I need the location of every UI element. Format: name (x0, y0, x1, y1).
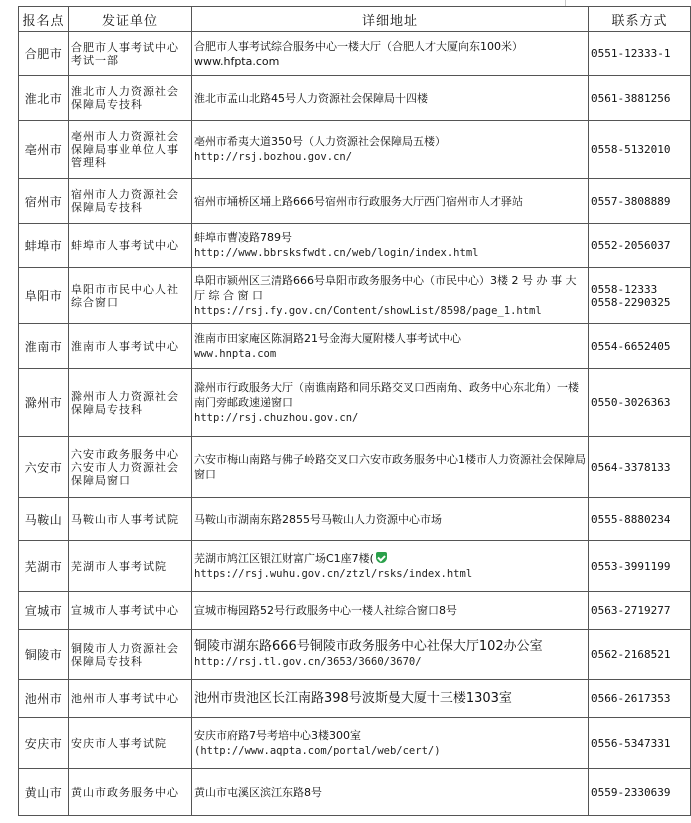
city-cell: 宣城市 (19, 592, 69, 630)
table-row (19, 680, 691, 718)
contact-cell (589, 179, 691, 224)
issuing-unit-cell: 蚌埠市人事考试中心 (69, 224, 192, 268)
contact-cell (589, 224, 691, 268)
city-cell: 阜阳市 (19, 268, 69, 324)
contact-cell (589, 121, 691, 179)
address-cell (192, 224, 589, 268)
city-cell: 芜湖市 (19, 541, 69, 592)
address-cell (192, 769, 589, 816)
address-text: 合肥市人事考试综合服务中心一楼大厅（合肥人才大厦向东100米）www.hfpta.com (194, 39, 523, 68)
contact-cell (589, 498, 691, 541)
address-text: 宿州市埇桥区埇上路666号宿州市行政服务大厅西门宿州市人才驿站 (194, 194, 523, 208)
header-contact: 联系方式 (589, 7, 691, 32)
table-row (19, 268, 691, 324)
table-row (19, 224, 691, 268)
issuing-unit-cell: 六安市政务服务中心六安市人力资源社会保障局窗口 (69, 437, 192, 498)
phone-number-secondary: 0558-2290325 (591, 295, 671, 309)
table-row (19, 630, 691, 680)
city-cell: 合肥市 (19, 32, 69, 76)
contact-cell (589, 76, 691, 121)
address-text: 淮北市孟山北路45号人力资源社会保障局十四楼 (194, 91, 428, 105)
phone-number: 0553-3991199 (591, 559, 671, 573)
address-text: 阜阳市颍州区三清路666号阜阳市政务服务中心（市民中心）3楼 2 号 办 事 大 厅 综 合 窗 口 (194, 273, 577, 302)
issuing-unit-cell: 黄山市政务服务中心 (69, 769, 192, 816)
address-cell (192, 592, 589, 630)
contact-cell (589, 769, 691, 816)
table-row (19, 369, 691, 437)
contact-cell (589, 268, 691, 324)
contact-cell (589, 541, 691, 592)
issuing-unit-cell: 宣城市人事考试中心 (69, 592, 192, 630)
contact-cell (589, 630, 691, 680)
address-text: 马鞍山市湖南东路2855号马鞍山人力资源中心市场 (194, 512, 442, 526)
phone-number: 0554-6652405 (591, 339, 671, 353)
issuing-unit-cell: 芜湖市人事考试院 (69, 541, 192, 592)
contact-cell (589, 437, 691, 498)
address-cell (192, 541, 589, 592)
address-url-link[interactable]: https://rsj.wuhu.gov.cn/ztzl/rsks/index.html (194, 567, 473, 580)
phone-number: 0566-2617353 (591, 692, 671, 705)
phone-number: 0559-2330639 (591, 785, 671, 799)
header-city: 报名点 (19, 7, 69, 32)
address-cell (192, 369, 589, 437)
issuing-unit-cell: 亳州市人力资源社会保障局事业单位人事管理科 (69, 121, 192, 179)
address-url-link[interactable]: http://rsj.tl.gov.cn/3653/3660/3670/ (194, 656, 422, 668)
city-cell: 池州市 (19, 680, 69, 718)
phone-number: 0561-3881256 (591, 91, 671, 105)
address-url-link[interactable]: http://rsj.bozhou.gov.cn/ (194, 151, 353, 163)
address-url-link[interactable]: http://www.bbrsksfwdt.cn/web/login/index.html (194, 247, 479, 259)
address-url-link[interactable]: https://rsj.fy.gov.cn/Content/showList/8598/page_1.html (194, 304, 542, 317)
phone-number: 0558-5132010 (591, 143, 671, 156)
phone-number: 0551-12333-1 (591, 47, 671, 60)
phone-number: 0555-8880234 (591, 512, 671, 526)
address-cell (192, 437, 589, 498)
city-cell: 黄山市 (19, 769, 69, 816)
address-text: 滁州市行政服务大厅（南谯南路和同乐路交叉口西南角、政务中心东北角）一楼南门旁邮政速递窗口 (194, 380, 579, 409)
contact-cell (589, 592, 691, 630)
city-cell: 亳州市 (19, 121, 69, 179)
address-cell (192, 32, 589, 76)
table-row (19, 769, 691, 816)
contact-cell (589, 324, 691, 369)
issuing-unit-cell: 淮南市人事考试中心 (69, 324, 192, 369)
phone-number: 0563-2719277 (591, 604, 671, 617)
city-cell: 铜陵市 (19, 630, 69, 680)
phone-number: 0557-3808889 (591, 194, 671, 208)
address-cell (192, 498, 589, 541)
address-text: 池州市贵池区长江南路398号波斯曼大厦十三楼1303室 (194, 691, 512, 706)
address-cell (192, 324, 589, 369)
address-url-link[interactable]: www.hnpta.com (194, 347, 277, 360)
address-cell (192, 718, 589, 769)
table-row (19, 592, 691, 630)
header-unit: 发证单位 (69, 7, 192, 32)
issuing-unit-cell: 滁州市人力资源社会保障局专技科 (69, 369, 192, 437)
header-row (19, 7, 691, 32)
address-cell (192, 121, 589, 179)
phone-number: 0564-3378133 (591, 460, 671, 474)
city-cell: 安庆市 (19, 718, 69, 769)
address-url-link[interactable]: http://rsj.chuzhou.gov.cn/ (194, 411, 359, 424)
issuing-unit-cell: 宿州市人力资源社会保障局专技科 (69, 179, 192, 224)
address-text: 黄山市屯溪区滨江东路8号 (194, 785, 322, 799)
registration-table (18, 6, 691, 816)
city-cell: 六安市 (19, 437, 69, 498)
contact-cell (589, 32, 691, 76)
contact-cell (589, 369, 691, 437)
table-row (19, 76, 691, 121)
table-row (19, 718, 691, 769)
address-text: 淮南市田家庵区陈洞路21号金海大厦附楼人事考试中心 (194, 331, 461, 345)
issuing-unit-cell: 池州市人事考试中心 (69, 680, 192, 718)
address-cell (192, 630, 589, 680)
phone-number: 0552-2056037 (591, 239, 671, 252)
phone-number: 0550-3026363 (591, 396, 671, 409)
address-url-link[interactable]: (http://www.aqpta.com/portal/web/cert/) (194, 744, 441, 757)
table-row (19, 121, 691, 179)
phone-number: 0562-2168521 (591, 648, 671, 661)
address-text: 铜陵市湖东路666号铜陵市政务服务中心社保大厅102办公室 (194, 639, 543, 654)
issuing-unit-cell: 马鞍山市人事考试院 (69, 498, 192, 541)
address-text: 六安市梅山南路与佛子岭路交叉口六安市政务服务中心1楼市人力资源社会保障局窗口 (194, 453, 586, 481)
issuing-unit-cell: 合肥市人事考试中心考试一部 (69, 32, 192, 76)
issuing-unit-cell: 铜陵市人力资源社会保障局专技科 (69, 630, 192, 680)
address-cell (192, 680, 589, 718)
table-row (19, 179, 691, 224)
address-text: 宣城市梅园路52号行政服务中心一楼人社综合窗口8号 (194, 604, 457, 617)
city-cell: 宿州市 (19, 179, 69, 224)
city-cell: 淮北市 (19, 76, 69, 121)
table-row (19, 32, 691, 76)
contact-cell (589, 718, 691, 769)
contact-cell (589, 680, 691, 718)
address-text: 芜湖市鸠江区银江财富广场C1座7楼( (194, 551, 374, 565)
city-cell: 马鞍山 (19, 498, 69, 541)
verified-shield-icon (376, 552, 387, 563)
issuing-unit-cell: 安庆市人事考试院 (69, 718, 192, 769)
address-cell (192, 76, 589, 121)
table-row (19, 437, 691, 498)
header-address: 详细地址 (192, 7, 589, 32)
issuing-unit-cell: 淮北市人力资源社会保障局专技科 (69, 76, 192, 121)
address-text: 安庆市府路7号考培中心3楼300室 (194, 728, 361, 742)
city-cell: 蚌埠市 (19, 224, 69, 268)
phone-number: 0556-5347331 (591, 736, 671, 750)
phone-number: 0558-12333 (591, 282, 658, 296)
address-text: 蚌埠市曹凌路789号 (194, 231, 292, 244)
address-cell (192, 268, 589, 324)
city-cell: 淮南市 (19, 324, 69, 369)
address-text: 亳州市希夷大道350号（人力资源社会保障局五楼） (194, 135, 446, 148)
address-cell (192, 179, 589, 224)
table-row (19, 324, 691, 369)
table-row (19, 498, 691, 541)
issuing-unit-cell: 阜阳市市民中心人社综合窗口 (69, 268, 192, 324)
city-cell: 滁州市 (19, 369, 69, 437)
table-row (19, 541, 691, 592)
